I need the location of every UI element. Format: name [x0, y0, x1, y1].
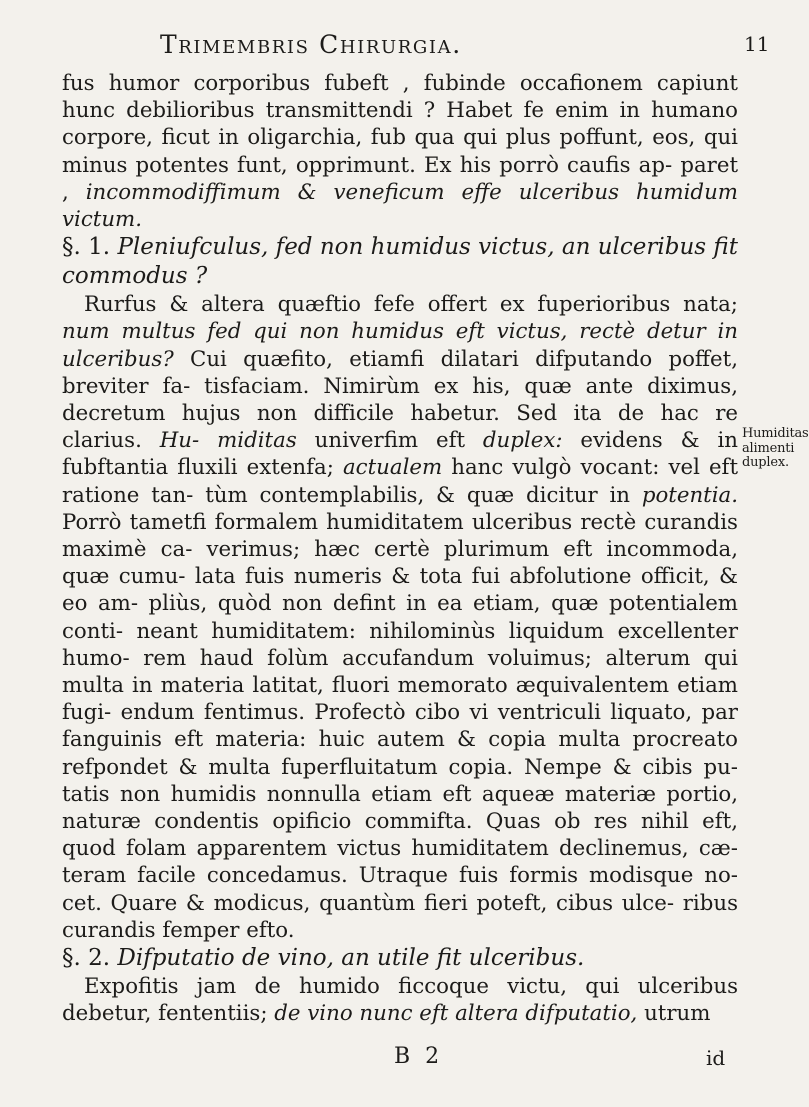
marginal-line-1: Humiditas: [742, 426, 809, 441]
section-1-title: Pleniufculus, fed non humidus victus, an ulceribus fit commodus ?: [62, 234, 739, 290]
para2-segment: Cui quæfito, etiamfi dilatari difputando poffet, breviter fa- tisfaciam. Nimirùm ex his, quæ ante diximus, decretum hujus non difficile habetur. Sed ita de hac re clarius.: [62, 346, 738, 454]
page-number: 11: [744, 32, 770, 56]
section-1-number: §. 1.: [62, 234, 111, 261]
para2-segment: Rurfus & altera quæftio fefe offert ex fuperioribus nata;: [84, 292, 738, 318]
page-header: [0, 30, 801, 60]
para2-segment: evidens & in fubftantia fluxili extenfa;: [62, 428, 738, 481]
para3-segment: de vino nunc eft altera difputatio,: [274, 1001, 638, 1027]
para3-segment: Expofitis jam de humido ficcoque victu, qui ulceribus debetur, fententiis;: [62, 974, 738, 1027]
section-2-heading: [62, 944, 738, 973]
para2-segment: univerfim eft: [296, 428, 483, 454]
running-title: Trimembris Chirurgia.: [160, 30, 462, 59]
para3-segment: utrum: [637, 1001, 711, 1027]
section-2-number: §. 2.: [62, 945, 111, 972]
para2-segment: actualem: [342, 455, 443, 481]
para2-segment: Porrò tametfi formalem humiditatem ulceribus rectè curandis maximè ca- verimus; hæc certè plurimum eft incommoda, quæ cumu- lata fuis numeris & tota fui abfolutione officit, & eo am- pliùs, quòd non defint in ea etiam, quæ potentialem conti- neant humiditatem: nihilominùs liquidum excellenter humo- rem haud folùm accufandum voluimus; alterum qui multa in materia latitat, fluori memorato æquivalentem etiam fugi- endum fentimus. Profectò cibo vi ventriculi liquato, par fanguinis eft materia: huic autem & copia multa procreato refpondet & multa fuperfluitatum copia. Nempe & cibis pu- tatis non humidis nonnulla etiam eft aqueæ materiæ portio, naturæ condentis opificio commifta. Quas ob res nihil eft, quod folam apparentem victus humiditatem declinemus, cæ- teram facile concedamus. Utraque fuis formis modisque no- cet. Quare & modicus, quantùm fieri poteft, cibus ulce- ribus curandis femper efto.: [62, 509, 738, 943]
paragraph-1-italic: incommodiffimum & veneficum effe ulceribus humidum victum.: [62, 179, 738, 233]
para2-segment: duplex:: [482, 428, 563, 454]
section-2-title: Difputatio de vino, an utile fit ulceribus.: [117, 945, 585, 972]
marginal-note: [742, 426, 809, 471]
paragraph-1-text: fus humor corporibus fubeft , fubinde occafionem capiunt hunc debilioribus transmittendi ? Habet fe enim in humano corpore, ficut in oligarchia, fub qua qui plus poffunt, eos, qui minus potentes funt, opprimunt. Ex his porrò caufis ap- paret ,: [62, 71, 738, 205]
para2-segment: potentia.: [641, 482, 738, 508]
signature-mark: B 2: [394, 1044, 444, 1069]
marginal-line-2: alimenti: [742, 440, 795, 456]
marginal-line-3: duplex.: [742, 455, 789, 470]
para2-segment: num multus fed qui non humidus eft victus, rectè detur in ulceribus?: [62, 319, 738, 372]
page-footer: [0, 1044, 801, 1072]
body-text: [62, 70, 738, 1028]
paragraph-2: [62, 291, 738, 944]
paragraph-1: [62, 70, 738, 233]
paragraph-3: [62, 973, 738, 1027]
catchword: id: [706, 1046, 726, 1070]
para2-segment: Hu- miditas: [159, 428, 297, 454]
section-1-heading: [62, 233, 738, 291]
para2-segment: hanc vulgò vocant: vel eft ratione tan- tùm contemplabilis, & quæ dicitur in: [62, 455, 738, 508]
